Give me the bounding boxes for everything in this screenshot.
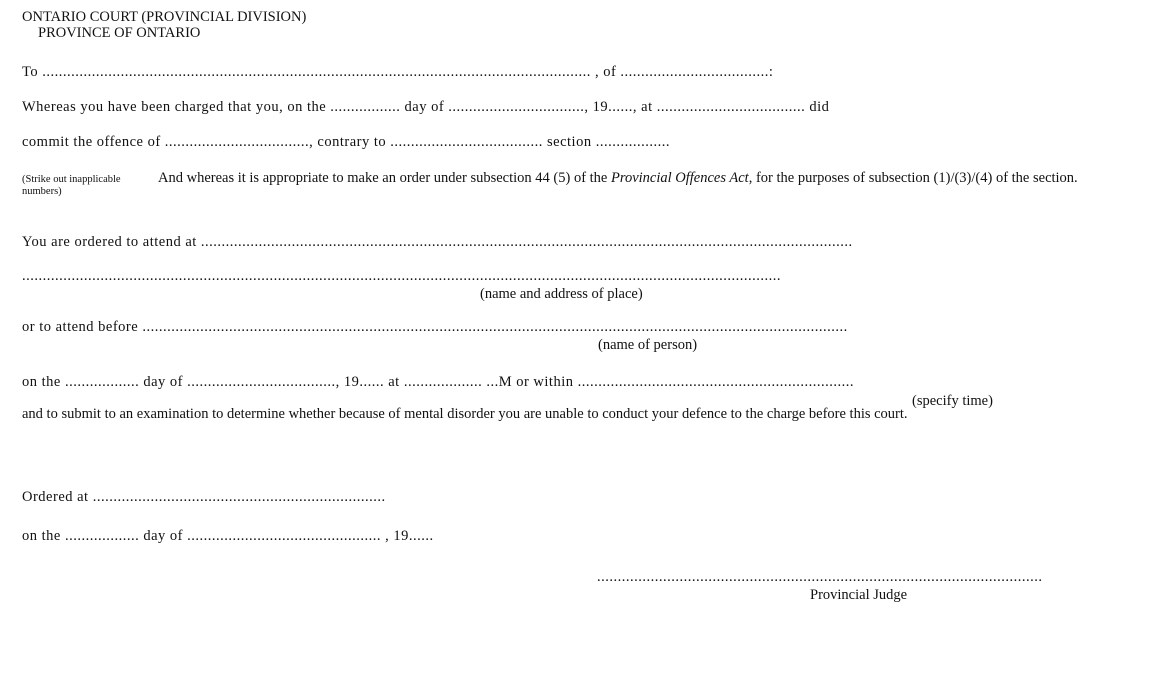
order-paragraph — [158, 170, 1158, 186]
time-label: (specify time) — [912, 393, 993, 409]
judge-label: Provincial Judge — [810, 587, 908, 603]
date-line: on the .................. day of ...................................., 19...... at ................... ...M or within ................................................................... — [22, 374, 854, 390]
ordered-at-line: Ordered at ....................................................................... — [22, 489, 386, 505]
attend-line: You are ordered to attend at .............................................................................................................................................................. — [22, 234, 853, 250]
province-heading: PROVINCE OF ONTARIO — [38, 25, 201, 41]
place-label: (name and address of place) — [480, 286, 643, 302]
ordered-on-line: on the .................. day of ............................................... , 19...... — [22, 528, 434, 544]
strike-out-note: (Strike out inapplicable numbers) — [22, 174, 121, 197]
whereas-line: Whereas you have been charged that you, on the ................. day of ................................., 19......, at .................................... did — [22, 99, 830, 115]
order-text-part2: , for the purposes of subsection (1)/(3)/(4) of the section. — [748, 170, 1078, 186]
signature-line: ............................................................................................................ — [597, 569, 1043, 585]
exam-paragraph: and to submit to an examination to determine whether because of mental disorder you are unable to conduct your defence to the charge before this court. — [22, 406, 908, 422]
person-label: (name of person) — [598, 337, 698, 353]
attend-before-line: or to attend before ........................................................................................................................................................................... — [22, 319, 848, 335]
court-heading: ONTARIO COURT (PROVINCIAL DIVISION) — [22, 9, 307, 25]
commit-line: commit the offence of ..................................., contrary to ..................................... section .................. — [22, 134, 670, 150]
act-name: Provincial Offences Act — [610, 170, 749, 186]
order-text-part1: And whereas it is appropriate to make an order under subsection 44 (5) of the — [158, 170, 611, 186]
place-dots-line: ........................................................................................................................................................................................ — [22, 268, 781, 284]
to-line: To ..................................................................................................................................... , of ....................................: — [22, 64, 774, 80]
